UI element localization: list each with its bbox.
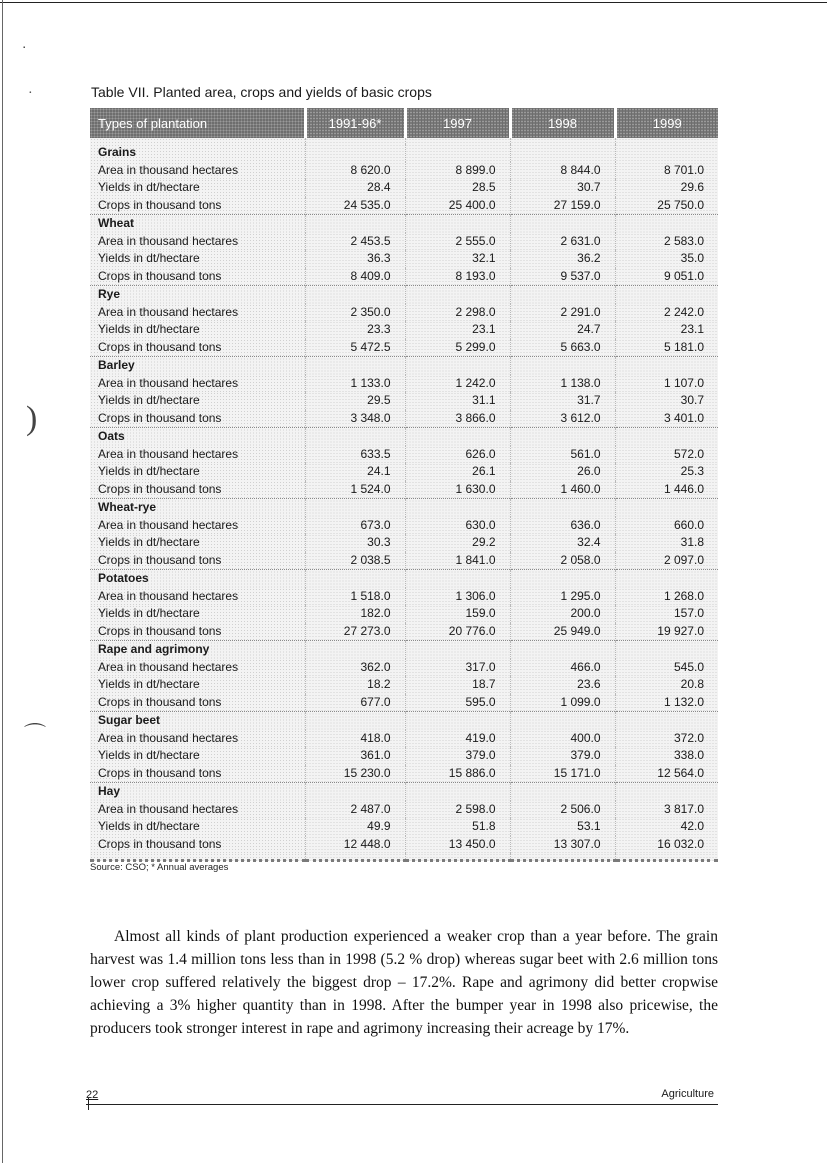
row-label: Area in thousand hectares <box>90 659 305 677</box>
value-cell: 19 927.0 <box>615 623 718 641</box>
crop-group-row <box>90 783 718 801</box>
row-label: Yields in dt/hectare <box>90 747 305 765</box>
row-label: Area in thousand hectares <box>90 162 305 180</box>
value-cell: 1 132.0 <box>615 694 718 712</box>
value-cell: 20.8 <box>615 676 718 694</box>
row-label: Area in thousand hectares <box>90 375 305 393</box>
value-cell: 2 291.0 <box>510 304 615 322</box>
empty-cell <box>305 286 405 304</box>
crops-table <box>90 108 718 862</box>
crop-group-name: Oats <box>90 428 305 446</box>
table-row <box>90 197 718 215</box>
table-row <box>90 818 718 836</box>
table-row <box>90 517 718 535</box>
value-cell: 13 307.0 <box>510 836 615 854</box>
value-cell: 23.1 <box>615 321 718 339</box>
value-cell: 23.6 <box>510 676 615 694</box>
table-row <box>90 162 718 180</box>
empty-cell <box>510 357 615 375</box>
crop-group-row <box>90 712 718 730</box>
value-cell: 36.3 <box>305 250 405 268</box>
source-note: Source: CSO; * Annual averages <box>90 862 229 873</box>
value-cell: 8 409.0 <box>305 268 405 286</box>
value-cell: 2 583.0 <box>615 233 718 251</box>
empty-cell <box>305 144 405 162</box>
crop-group-row <box>90 570 718 588</box>
value-cell: 36.2 <box>510 250 615 268</box>
value-cell: 630.0 <box>405 517 510 535</box>
value-cell: 24 535.0 <box>305 197 405 215</box>
row-label: Yields in dt/hectare <box>90 818 305 836</box>
value-cell: 15 230.0 <box>305 765 405 783</box>
empty-cell <box>510 286 615 304</box>
empty-cell <box>405 712 510 730</box>
page-number: 22 <box>86 1089 99 1101</box>
value-cell: 2 298.0 <box>405 304 510 322</box>
row-label: Yields in dt/hectare <box>90 605 305 623</box>
value-cell: 595.0 <box>405 694 510 712</box>
left-border-line <box>2 0 3 1163</box>
row-label: Yields in dt/hectare <box>90 179 305 197</box>
table-row <box>90 836 718 854</box>
value-cell: 53.1 <box>510 818 615 836</box>
value-cell: 23.1 <box>405 321 510 339</box>
value-cell: 30.7 <box>510 179 615 197</box>
value-cell: 28.4 <box>305 179 405 197</box>
value-cell: 32.4 <box>510 534 615 552</box>
crop-group-row <box>90 215 718 233</box>
table-row <box>90 463 718 481</box>
row-label: Area in thousand hectares <box>90 304 305 322</box>
spacer-cell <box>305 853 405 861</box>
value-cell: 660.0 <box>615 517 718 535</box>
row-label: Yields in dt/hectare <box>90 321 305 339</box>
crop-group-name: Grains <box>90 144 305 162</box>
empty-cell <box>615 783 718 801</box>
value-cell: 2 598.0 <box>405 801 510 819</box>
row-label: Crops in thousand tons <box>90 836 305 854</box>
value-cell: 23.3 <box>305 321 405 339</box>
empty-cell <box>405 286 510 304</box>
value-cell: 31.1 <box>405 392 510 410</box>
empty-cell <box>305 428 405 446</box>
row-label: Area in thousand hectares <box>90 446 305 464</box>
column-header: 1998 <box>510 108 615 138</box>
value-cell: 317.0 <box>405 659 510 677</box>
value-cell: 362.0 <box>305 659 405 677</box>
crop-group-name: Potatoes <box>90 570 305 588</box>
spacer-cell <box>90 853 305 861</box>
empty-cell <box>305 499 405 517</box>
row-label: Crops in thousand tons <box>90 694 305 712</box>
row-label: Yields in dt/hectare <box>90 534 305 552</box>
table-row <box>90 552 718 570</box>
spacer-cell <box>615 853 718 861</box>
value-cell: 419.0 <box>405 730 510 748</box>
empty-cell <box>615 144 718 162</box>
margin-curve-mark: ⌒ <box>24 722 47 747</box>
value-cell: 338.0 <box>615 747 718 765</box>
value-cell: 2 631.0 <box>510 233 615 251</box>
row-label: Area in thousand hectares <box>90 517 305 535</box>
column-header: 1999 <box>615 108 718 138</box>
value-cell: 24.7 <box>510 321 615 339</box>
table-row <box>90 179 718 197</box>
table-row <box>90 694 718 712</box>
value-cell: 29.5 <box>305 392 405 410</box>
value-cell: 379.0 <box>510 747 615 765</box>
value-cell: 1 099.0 <box>510 694 615 712</box>
value-cell: 379.0 <box>405 747 510 765</box>
value-cell: 29.2 <box>405 534 510 552</box>
value-cell: 35.0 <box>615 250 718 268</box>
spacer-cell <box>405 853 510 861</box>
value-cell: 182.0 <box>305 605 405 623</box>
empty-cell <box>510 144 615 162</box>
crop-group-row <box>90 144 718 162</box>
value-cell: 159.0 <box>405 605 510 623</box>
empty-cell <box>305 357 405 375</box>
crop-group-row <box>90 428 718 446</box>
row-label: Yields in dt/hectare <box>90 250 305 268</box>
value-cell: 1 133.0 <box>305 375 405 393</box>
row-label: Crops in thousand tons <box>90 481 305 499</box>
row-label: Yields in dt/hectare <box>90 676 305 694</box>
spacer-cell <box>510 853 615 861</box>
value-cell: 1 268.0 <box>615 588 718 606</box>
crop-group-name: Barley <box>90 357 305 375</box>
empty-cell <box>405 641 510 659</box>
value-cell: 3 612.0 <box>510 410 615 428</box>
value-cell: 2 097.0 <box>615 552 718 570</box>
empty-cell <box>305 641 405 659</box>
value-cell: 633.5 <box>305 446 405 464</box>
empty-cell <box>510 641 615 659</box>
empty-cell <box>305 570 405 588</box>
value-cell: 545.0 <box>615 659 718 677</box>
crop-group-row <box>90 641 718 659</box>
table-row <box>90 534 718 552</box>
table-row <box>90 481 718 499</box>
crop-group-row <box>90 499 718 517</box>
value-cell: 25 750.0 <box>615 197 718 215</box>
value-cell: 20 776.0 <box>405 623 510 641</box>
value-cell: 31.8 <box>615 534 718 552</box>
value-cell: 49.9 <box>305 818 405 836</box>
row-label: Yields in dt/hectare <box>90 463 305 481</box>
row-label: Area in thousand hectares <box>90 730 305 748</box>
value-cell: 30.3 <box>305 534 405 552</box>
table-row <box>90 676 718 694</box>
empty-cell <box>405 570 510 588</box>
value-cell: 157.0 <box>615 605 718 623</box>
value-cell: 8 620.0 <box>305 162 405 180</box>
value-cell: 25 949.0 <box>510 623 615 641</box>
row-label: Area in thousand hectares <box>90 588 305 606</box>
empty-cell <box>510 215 615 233</box>
empty-cell <box>510 783 615 801</box>
row-label: Crops in thousand tons <box>90 268 305 286</box>
empty-cell <box>615 286 718 304</box>
table-row <box>90 747 718 765</box>
table-row <box>90 765 718 783</box>
value-cell: 361.0 <box>305 747 405 765</box>
value-cell: 2 350.0 <box>305 304 405 322</box>
table-row <box>90 659 718 677</box>
table-body <box>90 138 718 861</box>
row-label: Area in thousand hectares <box>90 233 305 251</box>
row-label: Crops in thousand tons <box>90 623 305 641</box>
empty-cell <box>305 215 405 233</box>
footer-line <box>86 1104 718 1105</box>
value-cell: 400.0 <box>510 730 615 748</box>
value-cell: 677.0 <box>305 694 405 712</box>
value-cell: 1 242.0 <box>405 375 510 393</box>
value-cell: 418.0 <box>305 730 405 748</box>
table-row <box>90 339 718 357</box>
value-cell: 12 448.0 <box>305 836 405 854</box>
table-row <box>90 588 718 606</box>
value-cell: 572.0 <box>615 446 718 464</box>
value-cell: 18.7 <box>405 676 510 694</box>
value-cell: 26.1 <box>405 463 510 481</box>
empty-cell <box>510 499 615 517</box>
value-cell: 2 038.5 <box>305 552 405 570</box>
value-cell: 2 487.0 <box>305 801 405 819</box>
value-cell: 31.7 <box>510 392 615 410</box>
value-cell: 8 844.0 <box>510 162 615 180</box>
empty-cell <box>615 499 718 517</box>
value-cell: 1 295.0 <box>510 588 615 606</box>
empty-cell <box>405 144 510 162</box>
value-cell: 3 348.0 <box>305 410 405 428</box>
table-row <box>90 304 718 322</box>
row-label: Crops in thousand tons <box>90 339 305 357</box>
value-cell: 9 537.0 <box>510 268 615 286</box>
table-row <box>90 410 718 428</box>
value-cell: 561.0 <box>510 446 615 464</box>
margin-tick-mark: ⋅ <box>22 41 27 56</box>
empty-cell <box>615 641 718 659</box>
crop-group-row <box>90 357 718 375</box>
section-name: Agriculture <box>661 1088 714 1100</box>
empty-cell <box>405 428 510 446</box>
row-label: Crops in thousand tons <box>90 765 305 783</box>
table-row <box>90 233 718 251</box>
value-cell: 15 171.0 <box>510 765 615 783</box>
column-header: Types of plantation <box>90 108 305 138</box>
margin-dot-mark: · <box>28 86 33 101</box>
value-cell: 9 051.0 <box>615 268 718 286</box>
value-cell: 32.1 <box>405 250 510 268</box>
value-cell: 16 032.0 <box>615 836 718 854</box>
value-cell: 8 701.0 <box>615 162 718 180</box>
empty-cell <box>305 783 405 801</box>
empty-cell <box>405 215 510 233</box>
crop-group-row <box>90 286 718 304</box>
value-cell: 3 866.0 <box>405 410 510 428</box>
empty-cell <box>615 357 718 375</box>
value-cell: 27 159.0 <box>510 197 615 215</box>
table-row <box>90 623 718 641</box>
row-label: Crops in thousand tons <box>90 410 305 428</box>
value-cell: 1 138.0 <box>510 375 615 393</box>
empty-cell <box>305 712 405 730</box>
value-cell: 1 841.0 <box>405 552 510 570</box>
row-label: Area in thousand hectares <box>90 801 305 819</box>
value-cell: 636.0 <box>510 517 615 535</box>
column-header: 1991-96* <box>305 108 405 138</box>
value-cell: 15 886.0 <box>405 765 510 783</box>
table-row <box>90 605 718 623</box>
table-spacer-row <box>90 853 718 861</box>
value-cell: 25.3 <box>615 463 718 481</box>
value-cell: 30.7 <box>615 392 718 410</box>
value-cell: 12 564.0 <box>615 765 718 783</box>
value-cell: 673.0 <box>305 517 405 535</box>
empty-cell <box>510 428 615 446</box>
value-cell: 27 273.0 <box>305 623 405 641</box>
value-cell: 1 630.0 <box>405 481 510 499</box>
value-cell: 372.0 <box>615 730 718 748</box>
crop-group-name: Rape and agrimony <box>90 641 305 659</box>
value-cell: 1 460.0 <box>510 481 615 499</box>
value-cell: 3 817.0 <box>615 801 718 819</box>
value-cell: 26.0 <box>510 463 615 481</box>
value-cell: 5 181.0 <box>615 339 718 357</box>
empty-cell <box>615 428 718 446</box>
value-cell: 24.1 <box>305 463 405 481</box>
value-cell: 18.2 <box>305 676 405 694</box>
value-cell: 5 472.5 <box>305 339 405 357</box>
table-header-row <box>90 108 718 138</box>
crop-group-name: Sugar beet <box>90 712 305 730</box>
value-cell: 1 524.0 <box>305 481 405 499</box>
table-row <box>90 801 718 819</box>
value-cell: 466.0 <box>510 659 615 677</box>
empty-cell <box>510 712 615 730</box>
top-border-line <box>0 2 827 3</box>
value-cell: 5 299.0 <box>405 339 510 357</box>
value-cell: 28.5 <box>405 179 510 197</box>
empty-cell <box>510 570 615 588</box>
value-cell: 2 058.0 <box>510 552 615 570</box>
value-cell: 3 401.0 <box>615 410 718 428</box>
row-label: Yields in dt/hectare <box>90 392 305 410</box>
value-cell: 8 193.0 <box>405 268 510 286</box>
value-cell: 2 555.0 <box>405 233 510 251</box>
empty-cell <box>615 215 718 233</box>
value-cell: 42.0 <box>615 818 718 836</box>
table-row <box>90 268 718 286</box>
value-cell: 2 453.5 <box>305 233 405 251</box>
value-cell: 200.0 <box>510 605 615 623</box>
table-row <box>90 321 718 339</box>
value-cell: 1 446.0 <box>615 481 718 499</box>
value-cell: 1 518.0 <box>305 588 405 606</box>
table-row <box>90 375 718 393</box>
value-cell: 2 506.0 <box>510 801 615 819</box>
table-row <box>90 730 718 748</box>
empty-cell <box>405 499 510 517</box>
value-cell: 626.0 <box>405 446 510 464</box>
value-cell: 5 663.0 <box>510 339 615 357</box>
crop-group-name: Wheat <box>90 215 305 233</box>
crop-group-name: Rye <box>90 286 305 304</box>
table-row <box>90 446 718 464</box>
value-cell: 1 107.0 <box>615 375 718 393</box>
table-row <box>90 250 718 268</box>
empty-cell <box>615 712 718 730</box>
crop-group-name: Hay <box>90 783 305 801</box>
column-header: 1997 <box>405 108 510 138</box>
value-cell: 2 242.0 <box>615 304 718 322</box>
value-cell: 1 306.0 <box>405 588 510 606</box>
value-cell: 51.8 <box>405 818 510 836</box>
empty-cell <box>615 570 718 588</box>
value-cell: 25 400.0 <box>405 197 510 215</box>
value-cell: 29.6 <box>615 179 718 197</box>
body-paragraph: Almost all kinds of plant production experienced a weaker crop than a year before. The grain harvest was 1.4 million tons less than in 1998 (5.2 % drop) whereas sugar beet with 2.6 million tons lower crop suffered relatively the biggest drop – 17.2%. Rape and agrimony did better cropwise achieving a 3% higher quantity than in 1998. After the bumper year in 1998 also pricewise, the producers took stronger interest in rape and agrimony increasing their acreage by 17%. <box>90 928 718 1037</box>
value-cell: 13 450.0 <box>405 836 510 854</box>
row-label: Crops in thousand tons <box>90 552 305 570</box>
margin-bracket-mark: ) <box>26 400 38 437</box>
crop-group-name: Wheat-rye <box>90 499 305 517</box>
empty-cell <box>405 783 510 801</box>
row-label: Crops in thousand tons <box>90 197 305 215</box>
table-title: Table VII. Planted area, crops and yields of basic crops <box>91 84 432 100</box>
table-row <box>90 392 718 410</box>
empty-cell <box>405 357 510 375</box>
value-cell: 8 899.0 <box>405 162 510 180</box>
